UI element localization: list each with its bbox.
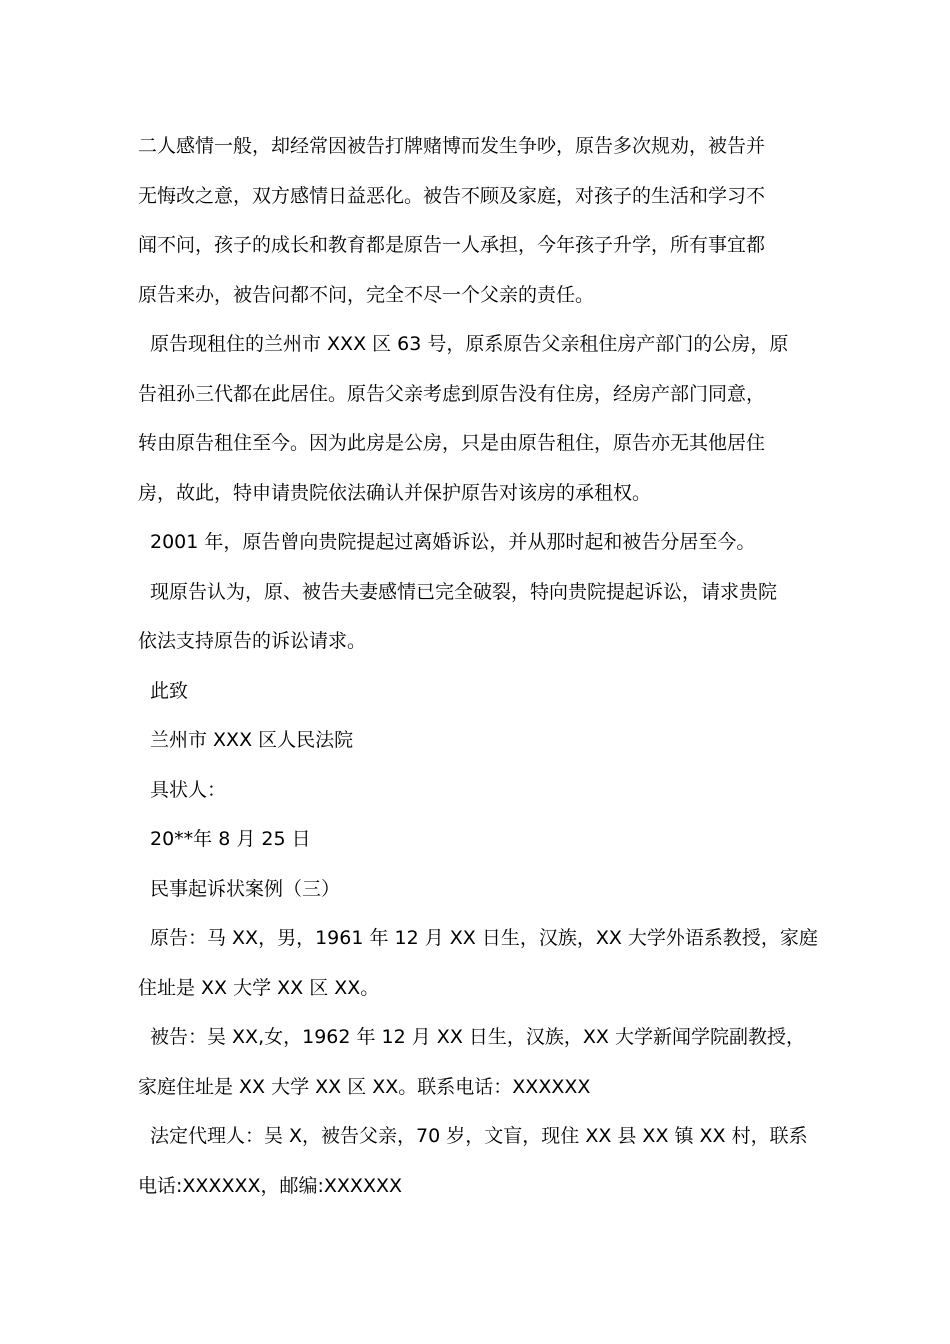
- text-line: 家庭住址是 XX 大学 XX 区 XX。联系电话：XXXXXX: [138, 1075, 591, 1098]
- text-line: 二人感情一般，却经常因被告打牌赌博而发生争吵，原告多次规劝，被告并: [138, 135, 766, 157]
- text-line: 法定代理人：吴 X，被告父亲，70 岁，文盲，现住 XX 县 XX 镇 XX 村，联系: [150, 1125, 808, 1147]
- text-line: 此致: [150, 679, 189, 702]
- text-line: 转由原告租住至今。因为此房是公房，只是由原告租住，原告亦无其他居住: [138, 432, 766, 454]
- text-line: 闻不问，孩子的成长和教育都是原告一人承担，今年孩子升学，所有事宜都: [138, 234, 766, 256]
- text-line: 现原告认为，原、被告夫妻感情已完全破裂，特向贵院提起诉讼，请求贵院: [150, 580, 778, 603]
- paragraph-prior-lawsuit: [138, 518, 822, 568]
- text-line: 依法支持原告的诉讼请求。: [138, 630, 367, 652]
- text-line: 2001 年，原告曾向贵院提起过离婚诉讼，并从那时起和被告分居至今。: [150, 531, 756, 553]
- paragraph-marital-relationship: [138, 122, 822, 320]
- text-line: 电话:XXXXXX，邮编:XXXXXX: [138, 1174, 402, 1197]
- text-line: 住址是 XX 大学 XX 区 XX。: [138, 976, 380, 999]
- paragraph-plaintiff: [138, 914, 822, 1013]
- text-line: 原告：马 XX，男，1961 年 12 月 XX 日生，汉族，XX 大学外语系教授，家庭: [150, 927, 818, 949]
- paragraph-salutation: [138, 667, 822, 717]
- document-page: [138, 122, 822, 1211]
- paragraph-housing: [138, 320, 822, 518]
- paragraph-court-name: [138, 716, 822, 766]
- text-line: 房，故此，特申请贵院依法确认并保护原告对该房的承租权。: [138, 481, 652, 504]
- paragraph-defendant: [138, 1013, 822, 1112]
- paragraph-request: [138, 568, 822, 667]
- text-line: 原告来办，被告问都不问，完全不尽一个父亲的责任。: [138, 283, 595, 306]
- text-line: 原告现租住的兰州市 XXX 区 63 号，原系原告父亲租住房产部门的公房，原: [150, 333, 789, 355]
- text-line: 无悔改之意，双方感情日益恶化。被告不顾及家庭，对孩子的生活和学习不: [138, 184, 766, 207]
- text-line: 告祖孙三代都在此居住。原告父亲考虑到原告没有住房，经房产部门同意，: [138, 382, 766, 405]
- paragraph-legal-representative: [138, 1112, 822, 1211]
- text-line: 具状人：: [150, 778, 227, 801]
- paragraph-signer: [138, 766, 822, 816]
- text-line: 被告：吴 XX,女，1962 年 12 月 XX 日生，汉族，XX 大学新闻学院副教授，: [150, 1026, 805, 1048]
- text-line: 兰州市 XXX 区人民法院: [150, 729, 354, 751]
- paragraph-date: [138, 815, 822, 865]
- section-heading-case-three: [138, 865, 822, 915]
- text-line: 20**年 8 月 25 日: [150, 828, 311, 850]
- section-heading: 民事起诉状案例（三）: [150, 877, 341, 900]
